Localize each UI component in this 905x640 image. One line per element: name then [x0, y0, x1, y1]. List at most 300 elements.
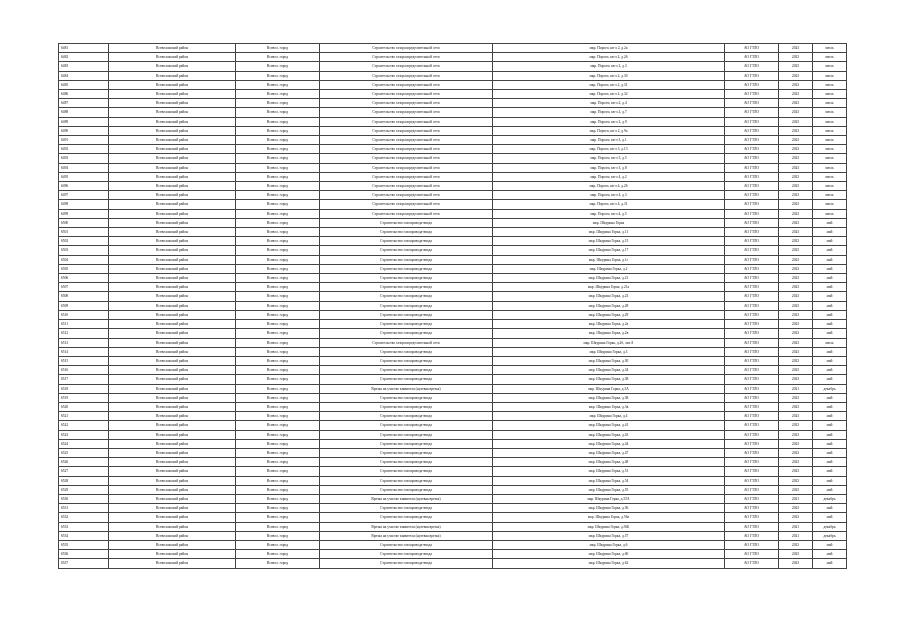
settlement-cell: Всевол. город [236, 228, 320, 237]
month-cell: май [813, 301, 847, 310]
address-cell: мкр. Шкурина Горка, д.38 [493, 393, 725, 402]
month-cell: май [813, 550, 847, 559]
year-cell: 2023 [779, 421, 813, 430]
district-cell: Всеволожский район [109, 356, 236, 365]
table-row [59, 550, 847, 559]
district-cell: Всеволожский район [109, 384, 236, 393]
settlement-cell: Всевол. город [236, 476, 320, 485]
month-cell: декабрь [813, 522, 847, 531]
organization-cell: АО ГТЛО [725, 329, 779, 338]
table-row [59, 255, 847, 264]
district-cell: Всеволожский район [109, 228, 236, 237]
district-cell: Всеволожский район [109, 163, 236, 172]
address-cell: мкр. Шкурина Горка, д.3 [493, 347, 725, 356]
address-cell: мкр. Пороги, кв-л 2, д.7 [493, 108, 725, 117]
row-number-cell: 6513 [59, 338, 109, 347]
work-type-cell: Строительство газопровода-ввода [320, 412, 493, 421]
district-cell: Всеволожский район [109, 44, 236, 53]
table-row [59, 163, 847, 172]
organization-cell: АО ГТЛО [725, 550, 779, 559]
row-number-cell: 6523 [59, 430, 109, 439]
table-row [59, 191, 847, 200]
table-row [59, 310, 847, 319]
month-cell: июль [813, 209, 847, 218]
row-number-cell: 6524 [59, 439, 109, 448]
month-cell: май [813, 559, 847, 568]
work-type-cell: Строительство газопровода-ввода [320, 283, 493, 292]
settlement-cell: Всевол. город [236, 310, 320, 319]
month-cell: май [813, 283, 847, 292]
table-row [59, 393, 847, 402]
table-row [59, 375, 847, 384]
work-type-cell: Строительство газопровода-ввода [320, 255, 493, 264]
organization-cell: АО ГТЛО [725, 366, 779, 375]
year-cell: 2023 [779, 154, 813, 163]
district-cell: Всеволожский район [109, 136, 236, 145]
year-cell: 2023 [779, 90, 813, 99]
district-cell: Всеволожский район [109, 218, 236, 227]
organization-cell: АО ГТЛО [725, 522, 779, 531]
settlement-cell: Всевол. город [236, 237, 320, 246]
address-cell: мкр. Шкурина Горка, д.3в [493, 402, 725, 411]
table-row [59, 531, 847, 540]
work-type-cell: Строительство газопровода-ввода [320, 485, 493, 494]
month-cell: май [813, 356, 847, 365]
address-cell: мкр. Пороги, кв-л 4, д.26 [493, 182, 725, 191]
row-number-cell: 6491 [59, 136, 109, 145]
month-cell: июль [813, 154, 847, 163]
year-cell: 2023 [779, 320, 813, 329]
address-cell: мкр. Пороги, кв-л 2, д.4 [493, 99, 725, 108]
settlement-cell: Всевол. город [236, 163, 320, 172]
year-cell: 2023 [779, 356, 813, 365]
table-row [59, 384, 847, 393]
year-cell: 2023 [779, 283, 813, 292]
year-cell: 2023 [779, 126, 813, 135]
address-cell: мкр. Пороги, кв-л 2, д.32 [493, 90, 725, 99]
month-cell: май [813, 274, 847, 283]
settlement-cell: Всевол. город [236, 421, 320, 430]
table-row [59, 117, 847, 126]
row-number-cell: 6520 [59, 402, 109, 411]
month-cell: май [813, 310, 847, 319]
month-cell: июль [813, 71, 847, 80]
address-cell: мкр. Шкурина Горка, д.34 [493, 366, 725, 375]
organization-cell: АО ГТЛО [725, 356, 779, 365]
organization-cell: АО ГТЛО [725, 44, 779, 53]
district-cell: Всеволожский район [109, 310, 236, 319]
row-number-cell: 6525 [59, 448, 109, 457]
district-cell: Всеволожский район [109, 191, 236, 200]
address-cell: мкр. Пороги, кв-л 3, д.5 [493, 154, 725, 163]
table-row [59, 80, 847, 89]
year-cell: 2023 [779, 117, 813, 126]
organization-cell: АО ГТЛО [725, 218, 779, 227]
row-number-cell: 6487 [59, 99, 109, 108]
district-cell: Всеволожский район [109, 393, 236, 402]
row-number-cell: 6535 [59, 540, 109, 549]
district-cell: Всеволожский район [109, 522, 236, 531]
organization-cell: АО ГТЛО [725, 108, 779, 117]
organization-cell: АО ГТЛО [725, 513, 779, 522]
row-number-cell: 6517 [59, 375, 109, 384]
month-cell: май [813, 228, 847, 237]
month-cell: май [813, 255, 847, 264]
address-cell: мкр. Шкурина Горка [493, 218, 725, 227]
settlement-cell: Всевол. город [236, 136, 320, 145]
district-cell: Всеволожский район [109, 320, 236, 329]
year-cell: 2023 [779, 347, 813, 356]
organization-cell: АО ГТЛО [725, 393, 779, 402]
settlement-cell: Всевол. город [236, 347, 320, 356]
organization-cell: АО ГТЛО [725, 439, 779, 448]
month-cell: май [813, 246, 847, 255]
year-cell: 2023 [779, 550, 813, 559]
address-cell: мкр. Пороги, кв-л 3, д.1 [493, 136, 725, 145]
month-cell: июль [813, 53, 847, 62]
row-number-cell: 6531 [59, 504, 109, 513]
work-type-cell: Строительство газопровода-ввода [320, 228, 493, 237]
year-cell: 2023 [779, 200, 813, 209]
work-type-cell: Строительство газораспределительной сети [320, 44, 493, 53]
work-type-cell: Строительство газопровода-ввода [320, 402, 493, 411]
table-row [59, 99, 847, 108]
year-cell: 2023 [779, 145, 813, 154]
settlement-cell: Всевол. город [236, 412, 320, 421]
settlement-cell: Всевол. город [236, 172, 320, 181]
district-cell: Всеволожский район [109, 274, 236, 283]
work-type-cell: Строительство газораспределительной сети [320, 53, 493, 62]
year-cell: 2023 [779, 255, 813, 264]
table-row [59, 44, 847, 53]
month-cell: май [813, 375, 847, 384]
row-number-cell: 6529 [59, 485, 109, 494]
settlement-cell: Всевол. город [236, 126, 320, 135]
year-cell: 2023 [779, 53, 813, 62]
address-cell: мкр. Пороги, кв-л 2, д.26 [493, 53, 725, 62]
work-type-cell: Строительство газораспределительной сети [320, 200, 493, 209]
work-type-cell: Строительство газораспределительной сети [320, 338, 493, 347]
organization-cell: АО ГТЛО [725, 136, 779, 145]
table-row [59, 421, 847, 430]
address-cell: мкр. Шкурина Горка, д.11 [493, 228, 725, 237]
district-cell: Всеволожский район [109, 375, 236, 384]
address-cell: мкр. Шкурина Горка, д.55А [493, 494, 725, 503]
month-cell: май [813, 458, 847, 467]
work-type-cell: Строительство газопровода-ввода [320, 246, 493, 255]
settlement-cell: Всевол. город [236, 531, 320, 540]
row-number-cell: 6533 [59, 522, 109, 531]
organization-cell: АО ГТЛО [725, 494, 779, 503]
row-number-cell: 6482 [59, 53, 109, 62]
work-type-cell: Строительство газопровода-ввода [320, 274, 493, 283]
month-cell: июль [813, 191, 847, 200]
row-number-cell: 6484 [59, 71, 109, 80]
organization-cell: АО ГТЛО [725, 458, 779, 467]
settlement-cell: Всевол. город [236, 283, 320, 292]
organization-cell: АО ГТЛО [725, 292, 779, 301]
address-cell: мкр. Шкурина Горка, д.43 [493, 430, 725, 439]
district-cell: Всеволожский район [109, 246, 236, 255]
address-cell: мкр. Шкурина Горка, д.21 [493, 274, 725, 283]
district-cell: Всеволожский район [109, 559, 236, 568]
address-cell: мкр. Шкурина Горка, д.23 [493, 292, 725, 301]
address-cell: мкр. Пороги, кв-л 3, д.8 [493, 163, 725, 172]
table-row [59, 458, 847, 467]
work-type-cell: Строительство газораспределительной сети [320, 117, 493, 126]
year-cell: 2023 [779, 99, 813, 108]
table-row [59, 182, 847, 191]
row-number-cell: 6537 [59, 559, 109, 568]
work-type-cell: Строительство газопровода-ввода [320, 320, 493, 329]
organization-cell: АО ГТЛО [725, 467, 779, 476]
month-cell: май [813, 402, 847, 411]
table-row [59, 494, 847, 503]
district-cell: Всеволожский район [109, 283, 236, 292]
table-row [59, 476, 847, 485]
organization-cell: АО ГТЛО [725, 310, 779, 319]
year-cell: 2023 [779, 458, 813, 467]
district-cell: Всеволожский район [109, 209, 236, 218]
settlement-cell: Всевол. город [236, 99, 320, 108]
work-type-cell: Строительство газопровода-ввода [320, 476, 493, 485]
row-number-cell: 6481 [59, 44, 109, 53]
row-number-cell: 6510 [59, 310, 109, 319]
work-type-cell: Строительство газопровода-ввода [320, 218, 493, 227]
organization-cell: АО ГТЛО [725, 347, 779, 356]
district-cell: Всеволожский район [109, 338, 236, 347]
address-cell: мкр. Пороги, кв-л 2, д.9а [493, 126, 725, 135]
organization-cell: АО ГТЛО [725, 237, 779, 246]
table-row [59, 62, 847, 71]
month-cell: май [813, 513, 847, 522]
month-cell: май [813, 430, 847, 439]
organization-cell: АО ГТЛО [725, 154, 779, 163]
row-number-cell: 6515 [59, 356, 109, 365]
settlement-cell: Всевол. город [236, 90, 320, 99]
organization-cell: АО ГТЛО [725, 90, 779, 99]
table-row [59, 136, 847, 145]
organization-cell: АО ГТЛО [725, 375, 779, 384]
month-cell: май [813, 366, 847, 375]
row-number-cell: 6532 [59, 513, 109, 522]
work-type-cell: Строительство газопровода-ввода [320, 513, 493, 522]
address-cell: мкр. Шкурина Горка, д.4 [493, 412, 725, 421]
table-row [59, 467, 847, 476]
row-number-cell: 6536 [59, 550, 109, 559]
organization-cell: АО ГТЛО [725, 126, 779, 135]
table-row [59, 430, 847, 439]
table-row [59, 264, 847, 273]
work-type-cell: Строительство газораспределительной сети [320, 154, 493, 163]
work-type-cell: Строительство газопровода-ввода [320, 448, 493, 457]
settlement-cell: Всевол. город [236, 154, 320, 163]
organization-cell: АО ГТЛО [725, 540, 779, 549]
spreadsheet-page [58, 43, 846, 569]
month-cell: май [813, 329, 847, 338]
table-row [59, 559, 847, 568]
month-cell: июль [813, 62, 847, 71]
row-number-cell: 6488 [59, 108, 109, 117]
month-cell: май [813, 421, 847, 430]
year-cell: 2023 [779, 218, 813, 227]
district-cell: Всеволожский район [109, 476, 236, 485]
district-cell: Всеволожский район [109, 182, 236, 191]
row-number-cell: 6522 [59, 421, 109, 430]
organization-cell: АО ГТЛО [725, 53, 779, 62]
row-number-cell: 6534 [59, 531, 109, 540]
settlement-cell: Всевол. город [236, 191, 320, 200]
month-cell: май [813, 439, 847, 448]
table-row [59, 301, 847, 310]
row-number-cell: 6503 [59, 246, 109, 255]
month-cell: май [813, 540, 847, 549]
year-cell: 2023 [779, 44, 813, 53]
table-row [59, 338, 847, 347]
organization-cell: АО ГТЛО [725, 255, 779, 264]
organization-cell: АО ГТЛО [725, 274, 779, 283]
settlement-cell: Всевол. город [236, 559, 320, 568]
year-cell: 2023 [779, 513, 813, 522]
table-row [59, 402, 847, 411]
work-type-cell: Строительство газопровода-ввода [320, 292, 493, 301]
settlement-cell: Всевол. город [236, 393, 320, 402]
settlement-cell: Всевол. город [236, 264, 320, 273]
row-number-cell: 6521 [59, 412, 109, 421]
address-cell: мкр. Шкурина Горка, д.21а [493, 283, 725, 292]
settlement-cell: Всевол. город [236, 145, 320, 154]
settlement-cell: Всевол. город [236, 329, 320, 338]
work-type-cell: Строительство газораспределительной сети [320, 126, 493, 135]
year-cell: 2023 [779, 292, 813, 301]
settlement-cell: Всевол. город [236, 108, 320, 117]
month-cell: июль [813, 44, 847, 53]
organization-cell: АО ГТЛО [725, 476, 779, 485]
address-cell: мкр. Шкурина Горка, д.2б, лит.А [493, 338, 725, 347]
settlement-cell: Всевол. город [236, 209, 320, 218]
row-number-cell: 6514 [59, 347, 109, 356]
organization-cell: АО ГТЛО [725, 485, 779, 494]
organization-cell: АО ГТЛО [725, 80, 779, 89]
row-number-cell: 6528 [59, 476, 109, 485]
work-type-cell: Врезка на участке заявителя (нулевая врезка) [320, 531, 493, 540]
address-cell: мкр. Шкурина Горка, д.2а [493, 320, 725, 329]
district-cell: Всеволожский район [109, 347, 236, 356]
row-number-cell: 6509 [59, 301, 109, 310]
month-cell: июль [813, 338, 847, 347]
address-cell: мкр. Шкурина Горка, д.56а [493, 513, 725, 522]
organization-cell: АО ГТЛО [725, 191, 779, 200]
year-cell: 2021 [779, 531, 813, 540]
table-row [59, 71, 847, 80]
work-type-cell: Строительство газопровода-ввода [320, 375, 493, 384]
table-row [59, 448, 847, 457]
table-row [59, 513, 847, 522]
year-cell: 2023 [779, 559, 813, 568]
row-number-cell: 6489 [59, 117, 109, 126]
month-cell: декабрь [813, 531, 847, 540]
work-type-cell: Строительство газопровода-ввода [320, 421, 493, 430]
month-cell: май [813, 476, 847, 485]
district-cell: Всеволожский район [109, 90, 236, 99]
district-cell: Всеволожский район [109, 117, 236, 126]
year-cell: 2023 [779, 439, 813, 448]
year-cell: 2023 [779, 430, 813, 439]
year-cell: 2023 [779, 412, 813, 421]
year-cell: 2023 [779, 476, 813, 485]
address-cell: мкр. Шкурина Горка, д.48 [493, 458, 725, 467]
address-cell: мкр. Шкурина Горка, д.47 [493, 448, 725, 457]
year-cell: 2023 [779, 108, 813, 117]
month-cell: май [813, 292, 847, 301]
row-number-cell: 6527 [59, 467, 109, 476]
organization-cell: АО ГТЛО [725, 504, 779, 513]
year-cell: 2023 [779, 209, 813, 218]
month-cell: декабрь [813, 384, 847, 393]
settlement-cell: Всевол. город [236, 338, 320, 347]
month-cell: май [813, 467, 847, 476]
district-cell: Всеволожский район [109, 402, 236, 411]
address-cell: мкр. Шкурина Горка, д.1г [493, 255, 725, 264]
work-type-cell: Строительство газопровода-ввода [320, 237, 493, 246]
settlement-cell: Всевол. город [236, 53, 320, 62]
address-cell: мкр. Пороги, кв-л 2, д.2а [493, 44, 725, 53]
table-row [59, 347, 847, 356]
district-cell: Всеволожский район [109, 550, 236, 559]
table-row [59, 126, 847, 135]
month-cell: май [813, 347, 847, 356]
district-cell: Всеволожский район [109, 292, 236, 301]
address-cell: мкр. Шкурина Горка, д.51 [493, 467, 725, 476]
work-type-cell: Строительство газопровода-ввода [320, 347, 493, 356]
organization-cell: АО ГТЛО [725, 145, 779, 154]
work-type-cell: Строительство газопровода-ввода [320, 430, 493, 439]
year-cell: 2023 [779, 485, 813, 494]
year-cell: 2023 [779, 448, 813, 457]
work-type-cell: Строительство газопровода-ввода [320, 467, 493, 476]
organization-cell: АО ГТЛО [725, 531, 779, 540]
address-cell: мкр. Шкурина Горка, д.41 [493, 421, 725, 430]
table-row [59, 228, 847, 237]
row-number-cell: 6498 [59, 200, 109, 209]
settlement-cell: Всевол. город [236, 430, 320, 439]
row-number-cell: 6500 [59, 218, 109, 227]
table-row [59, 292, 847, 301]
month-cell: июль [813, 80, 847, 89]
table-row [59, 439, 847, 448]
district-cell: Всеволожский район [109, 531, 236, 540]
row-number-cell: 6526 [59, 458, 109, 467]
table-row [59, 108, 847, 117]
settlement-cell: Всевол. город [236, 71, 320, 80]
work-type-cell: Строительство газопровода-ввода [320, 458, 493, 467]
organization-cell: АО ГТЛО [725, 182, 779, 191]
month-cell: июль [813, 90, 847, 99]
settlement-cell: Всевол. город [236, 540, 320, 549]
month-cell: май [813, 448, 847, 457]
district-cell: Всеволожский район [109, 448, 236, 457]
district-cell: Всеволожский район [109, 467, 236, 476]
year-cell: 2023 [779, 264, 813, 273]
year-cell: 2021 [779, 494, 813, 503]
address-cell: мкр. Шкурина Горка, д.17 [493, 246, 725, 255]
address-cell: мкр. Пороги, кв-л 4, д.2 [493, 172, 725, 181]
settlement-cell: Всевол. город [236, 550, 320, 559]
table-row [59, 145, 847, 154]
district-cell: Всеволожский район [109, 412, 236, 421]
settlement-cell: Всевол. город [236, 292, 320, 301]
settlement-cell: Всевол. город [236, 356, 320, 365]
